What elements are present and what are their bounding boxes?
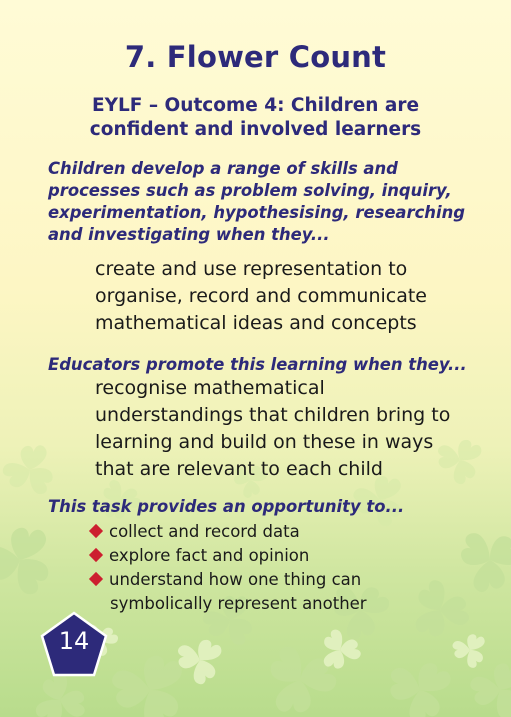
- heading-line: experimentation, hypothesising, researching: [48, 203, 465, 222]
- page-title: 7. Flower Count: [124, 40, 387, 74]
- body-line: create and use representation to: [95, 258, 408, 280]
- heading-line: Children develop a range of skills and: [48, 159, 398, 178]
- list-item: [88, 544, 367, 568]
- list-item-continuation: symbolically represent another: [110, 594, 367, 613]
- page-number: 14: [58, 627, 90, 655]
- opportunity-list: [88, 520, 367, 616]
- body-line: mathematical ideas and concepts: [95, 312, 417, 334]
- outcome-subtitle: [0, 94, 511, 142]
- body-line: learning and build on these in ways: [95, 431, 434, 453]
- section-heading-task: This task provides an opportunity to...: [48, 497, 405, 516]
- section-body-children: [95, 256, 427, 337]
- list-item-text: explore fact and opinion: [109, 546, 310, 565]
- body-line: organise, record and communicate: [95, 285, 427, 307]
- red-diamond-icon: [89, 524, 103, 538]
- list-item-text: collect and record data: [109, 522, 300, 541]
- section-body-educators: [95, 375, 450, 483]
- red-diamond-icon: [89, 572, 103, 586]
- red-diamond-icon: [89, 548, 103, 562]
- heading-line: and investigating when they...: [48, 225, 330, 244]
- body-line: that are relevant to each child: [95, 458, 383, 480]
- section-heading-children: [48, 158, 465, 246]
- section-heading-educators: Educators promote this learning when they...: [48, 355, 467, 374]
- list-item-text: understand how one thing can: [109, 570, 362, 589]
- list-item: [88, 568, 367, 592]
- subtitle-line: confident and involved learners: [89, 119, 422, 140]
- subtitle-line: EYLF – Outcome 4: Children are: [91, 95, 420, 116]
- body-line: recognise mathematical: [95, 377, 325, 399]
- list-item: [88, 520, 367, 544]
- heading-line: processes such as problem solving, inquiry,: [48, 181, 452, 200]
- body-line: understandings that children bring to: [95, 404, 451, 426]
